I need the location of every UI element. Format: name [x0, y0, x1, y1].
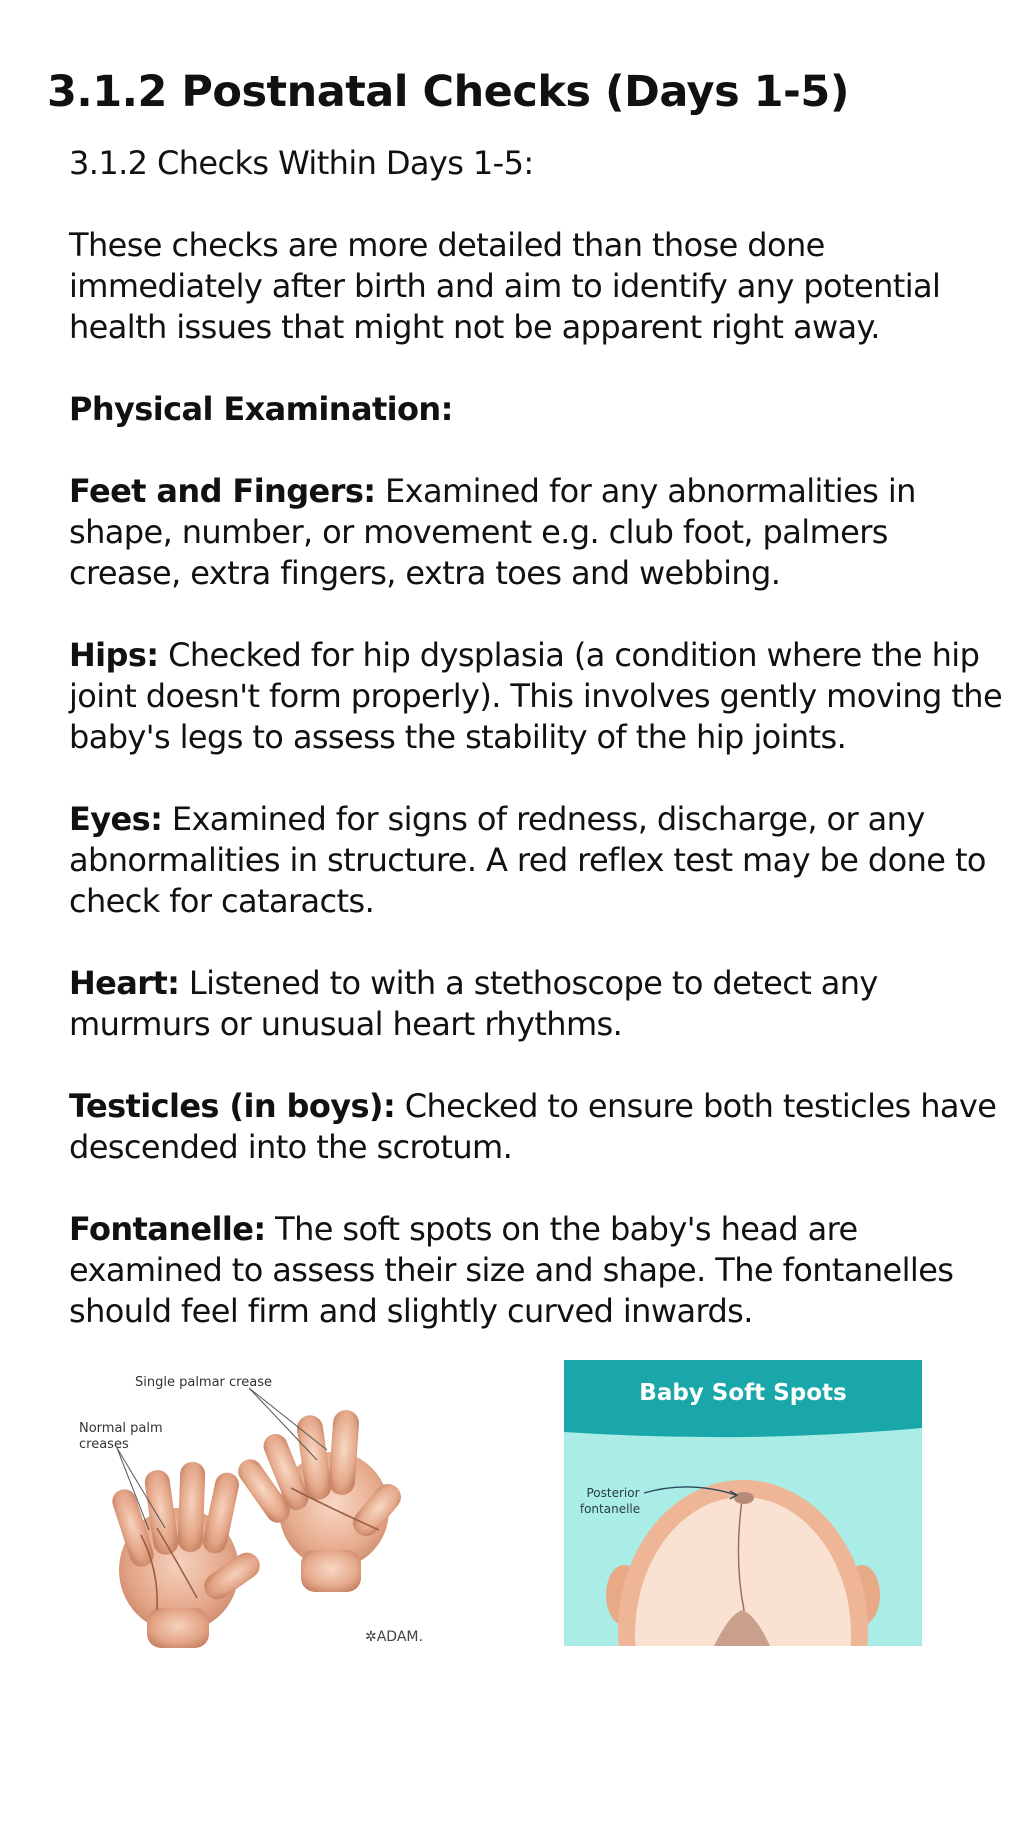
- intro-paragraph: These checks are more detailed than those done immediately after birth and aim to identify any potential health issues that might not be apparent right away.: [69, 226, 941, 346]
- page-title: 3.1.2 Postnatal Checks (Days 1-5): [47, 67, 849, 117]
- check-hips: [69, 635, 1004, 758]
- check-text: Examined for any abnormalities in shape, number, or movement e.g. club foot, palmers crease, extra fingers, extra toes and webbing.: [69, 472, 916, 592]
- check-text: Listened to with a stethoscope to detect any murmurs or unusual heart rhythms.: [69, 964, 878, 1043]
- label-fontanelle: fontanelle: [579, 1502, 641, 1516]
- check-text: Checked to ensure both testicles have descended into the scrotum.: [69, 1087, 997, 1166]
- section-heading: [69, 389, 1004, 430]
- subtitle: 3.1.2 Checks Within Days 1-5:: [69, 144, 534, 182]
- check-label: Feet and Fingers:: [69, 472, 376, 510]
- section-heading-text: Physical Examination:: [69, 390, 453, 428]
- check-label: Fontanelle:: [69, 1210, 266, 1248]
- check-feet-fingers: [69, 471, 1004, 594]
- label-normal-palm: Normal palm: [79, 1421, 163, 1436]
- article-body: [69, 143, 1004, 1373]
- baby-soft-spots-illustration: [564, 1360, 922, 1646]
- palmar-crease-svg: [69, 1360, 459, 1660]
- check-text: Checked for hip dysplasia (a condition where the hip joint doesn't form properly). This involves gently moving the baby's legs to assess the stability of the hip joints.: [69, 636, 1003, 756]
- palmar-crease-illustration: [69, 1360, 459, 1660]
- check-label: Hips:: [69, 636, 159, 674]
- check-text: The soft spots on the baby's head are examined to assess their size and shape. The fontanelles should feel firm and slightly curved inwards.: [69, 1210, 954, 1330]
- check-label: Eyes:: [69, 800, 163, 838]
- check-label: Testicles (in boys):: [69, 1087, 396, 1125]
- check-fontanelle: [69, 1209, 1004, 1332]
- label-single-palmar-crease: Single palmar crease: [135, 1375, 272, 1390]
- normal-hand-icon: [109, 1462, 265, 1648]
- check-label: Heart:: [69, 964, 180, 1002]
- check-text: Examined for signs of redness, discharge, or any abnormalities in structure. A red reflex test may be done to check for cataracts.: [69, 800, 986, 920]
- label-creases: creases: [79, 1437, 129, 1452]
- check-testicles: [69, 1086, 1004, 1168]
- check-heart: [69, 963, 1004, 1045]
- label-posterior: Posterior: [586, 1486, 640, 1500]
- soft-spots-title: Baby Soft Spots: [639, 1380, 847, 1406]
- adam-credit-logo: ✲ADAM.: [365, 1629, 423, 1645]
- baby-soft-spots-svg: [564, 1360, 922, 1646]
- fontanelle-spot-icon: [734, 1492, 754, 1504]
- check-eyes: [69, 799, 1004, 922]
